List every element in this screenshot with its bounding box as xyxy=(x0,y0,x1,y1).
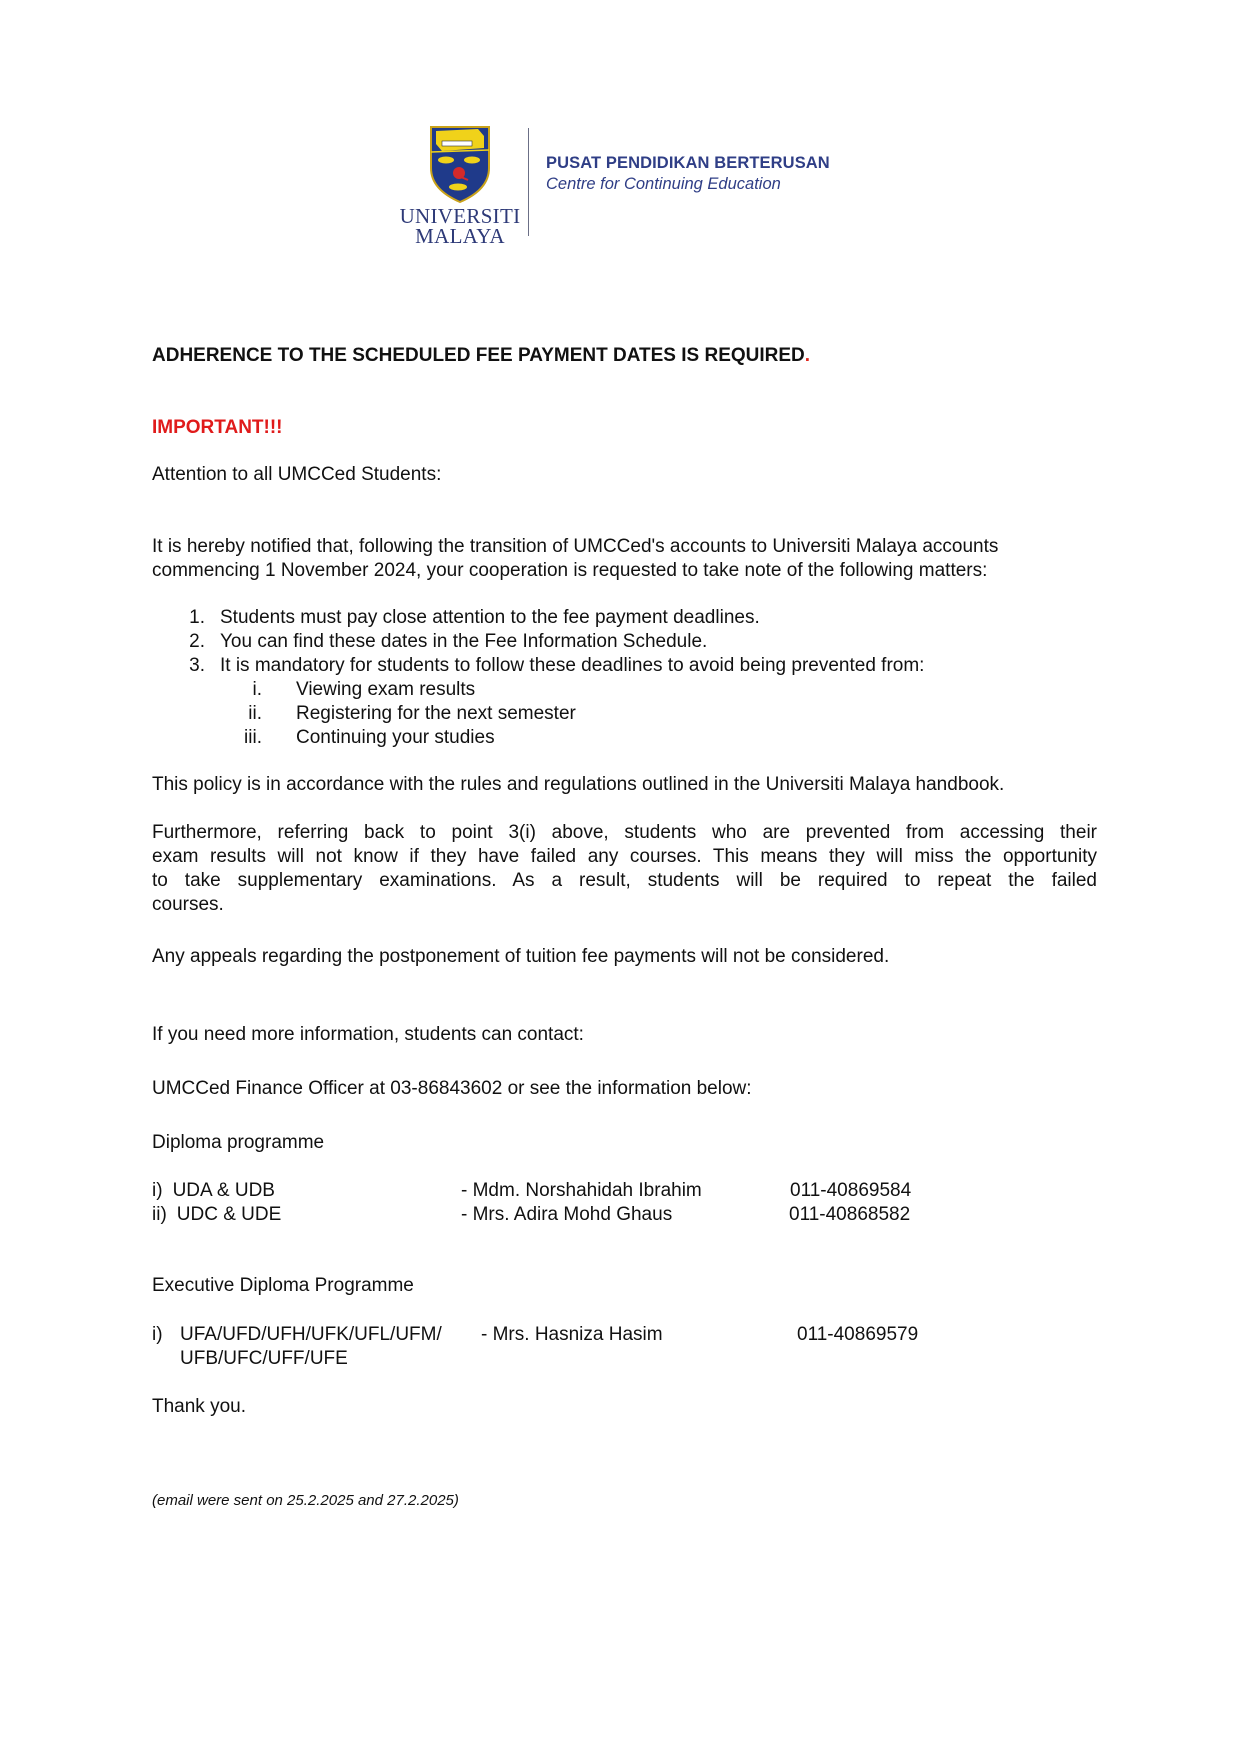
university-crest-icon xyxy=(428,124,492,204)
list-item: 1. Students must pay close attention to the fee payment deadlines. xyxy=(189,607,760,628)
table-row-index: i) xyxy=(152,1324,163,1345)
important-label: IMPORTANT!!! xyxy=(152,417,283,438)
contact-name: - Mrs. Hasniza Hasim xyxy=(481,1324,663,1345)
contact-phone: 011-40869584 xyxy=(790,1180,912,1201)
list-item: ii. Registering for the next semester xyxy=(248,703,576,724)
greeting: Attention to all UMCCed Students: xyxy=(152,464,442,485)
notice-title-period: . xyxy=(804,345,811,366)
table-row: ii) UDC & UDE xyxy=(152,1204,282,1225)
org-name: PUSAT PENDIDIKAN BERTERUSAN xyxy=(546,154,830,172)
list-item: 3. It is mandatory for students to follow these deadlines to avoid being prevented from: xyxy=(189,655,925,676)
appeals-note: Any appeals regarding the postponement of tuition fee payments will not be considered. xyxy=(152,946,890,967)
letterhead xyxy=(0,0,1241,260)
intro-line-2: commencing 1 November 2024, your cooperation is requested to take note of the following matters: xyxy=(152,560,988,581)
email-sent-footnote: (email were sent on 25.2.2025 and 27.2.2025) xyxy=(152,1492,459,1509)
table-row: i) UDA & UDB xyxy=(152,1180,275,1201)
notice-title xyxy=(152,345,810,367)
list-item: 2. You can find these dates in the Fee Information Schedule. xyxy=(189,631,708,652)
contact-name: - Mrs. Adira Mohd Ghaus xyxy=(461,1204,673,1225)
contact-name: - Mdm. Norshahidah Ibrahim xyxy=(461,1180,702,1201)
list-item: iii. Continuing your studies xyxy=(244,727,495,748)
matters-list xyxy=(175,606,924,678)
contact-phone: 011-40869579 xyxy=(797,1324,919,1345)
university-name-line2: MALAYA xyxy=(415,224,505,248)
notice-title-text: ADHERENCE TO THE SCHEDULED FEE PAYMENT DATES IS REQUIRED xyxy=(152,345,805,366)
sub-matters-list xyxy=(228,678,576,750)
furthermore-paragraph: Furthermore, referring back to point 3(i) above, students who are prevented from accessing their exam results will not know if they have failed any courses. This means they will miss the opportunity to take supplementary examinations. As a result, students will be required to repeat the failed courses. xyxy=(152,822,1097,915)
intro-line-1: It is hereby notified that, following the transition of UMCCed's accounts to Universiti Malaya accounts xyxy=(152,536,999,557)
university-name-line1: UNIVERSITI xyxy=(399,204,521,228)
diploma-heading: Diploma programme xyxy=(152,1132,325,1153)
closing: Thank you. xyxy=(152,1396,246,1417)
list-item: i. Viewing exam results xyxy=(252,679,476,700)
policy-note: This policy is in accordance with the rules and regulations outlined in the Universiti Malaya handbook. xyxy=(152,774,1005,795)
finance-officer-contact: UMCCed Finance Officer at 03-86843602 or see the information below: xyxy=(152,1078,752,1099)
org-subtitle: Centre for Continuing Education xyxy=(546,175,781,193)
contact-phone: 011-40868582 xyxy=(789,1204,911,1225)
program-codes-line1: UFA/UFD/UFH/UFK/UFL/UFM/ xyxy=(180,1324,442,1345)
contact-intro: If you need more information, students can contact: xyxy=(152,1024,584,1045)
executive-heading: Executive Diploma Programme xyxy=(152,1275,414,1296)
program-codes-line2: UFB/UFC/UFF/UFE xyxy=(180,1348,348,1369)
logo-divider xyxy=(528,128,529,236)
